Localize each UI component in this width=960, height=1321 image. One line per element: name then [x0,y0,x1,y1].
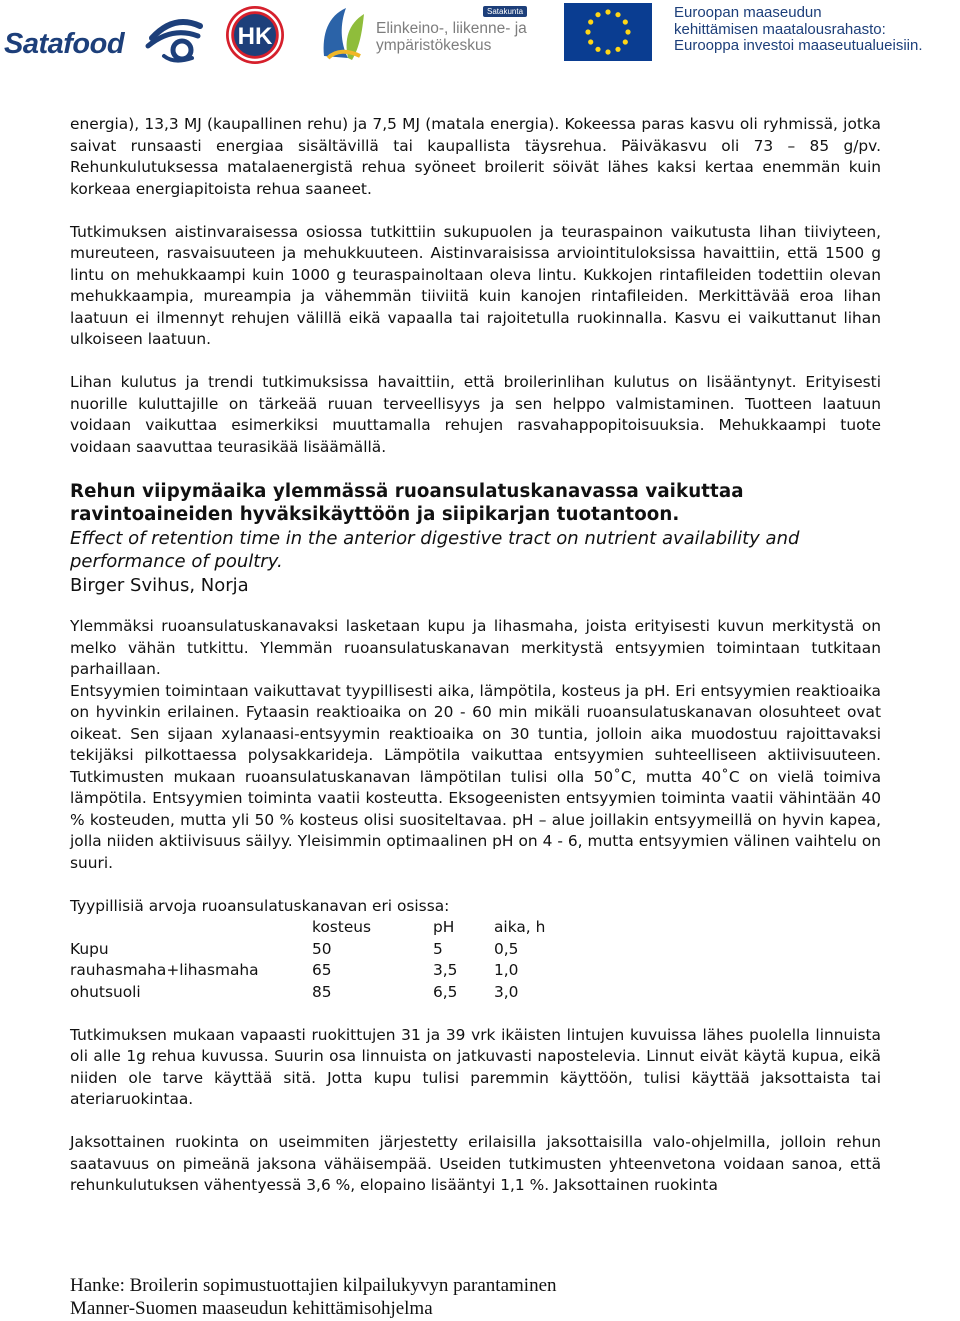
satafood-wordmark: Satafood [4,28,125,60]
satafood-bird-icon [144,12,204,64]
paragraph-intermittent-feeding: Jaksottainen ruokinta on useimmiten järjestetty erilaisilla jaksottaisilla valo-ohjelmilla, jolloin rehun saatavuus on pimeänä jaksona vähäisempää. Useiden tutkimusten yhteenvetona voidaan sanoa, että rehunkulutuksen vähentyessä 3,6 %, elopaino lisääntyi 1,1 %. Jaksottainen ruokinta [70,1133,881,1194]
eu-fund-line2: kehittämisen maatalousrahasto: [674,20,886,38]
document-body [70,114,881,1218]
table-cell: 3,0 [494,982,519,1001]
table-cell: 3,5 [433,961,458,979]
eu-flag-icon [564,3,652,61]
table-cell: 50 [312,939,332,958]
ely-name-line2: ympäristökeskus [376,37,492,54]
paragraph-consumption: Lihan kulutus ja trendi tutkimuksissa havaittiin, että broilerinlihan kulutus on lisääntynyt. Erityisesti nuorille kuluttajille on tärkeää ruuan terveellisyys ja sen helppo valmistaminen. Tuotteen laatuun voidaan vaikuttaa esimerkiksi muuttamalla rehujen rasvahappopitoisuuksia. Mehukkaampi tuote voidaan saavuttaa teurasikää lisäämällä. [70,373,881,456]
table-row [70,939,574,961]
table-cell: 6,5 [433,982,458,1001]
hk-logo [222,4,288,70]
eu-fund-line3: Eurooppa investoi maaseutualueisiin. [674,37,923,54]
table-cell: Kupu [70,939,109,958]
ely-name [376,20,541,54]
table-cell: 5 [433,939,443,958]
satafood-logo [4,8,214,66]
ely-region-tag: Satakunta [483,6,527,17]
eu-fund-text [674,5,960,55]
table-cell: 65 [312,961,332,979]
table-cell: ohutsuoli [70,982,141,1001]
paragraph-energy: energia), 13,3 MJ (kaupallinen rehu) ja 7,5 MJ (matala energia). Kokeessa paras kasvu oli ryhmissä, jotka saivat runsaasti energiaa sisältävillä tai kaupallista täysrehua. Päiväkasvu oli 73 – 85 g/pv. Rehunkulutuksessa matalaenergistä rehua syöneet broilerit söivät lähes kaksi kertaa enemmän kuin korkeaa energiapitoista rehua saaneet. [70,115,881,198]
table-header-cell: pH [433,918,455,936]
table-header-cell: kosteus [312,918,372,936]
footer-project-line: Hanke: Broilerin sopimustuottajien kilpailukyvyn parantaminen [70,1275,557,1296]
eu-flag-logo [564,3,652,65]
paragraph-enzymes: Entsyymien toimintaan vaikuttavat tyypillisesti aika, lämpötila, kosteus ja pH. Eri entsyymien reaktioaika on hyvinkin erilainen. Fytaasin reaktioaika on 20 - 60 min mikäli ruoansulatuskanavan olosuhteet ovat oikeat. Sen sijaan xylanaasi-entsyymin reaktioaika on 30 tuntia, jolloin aika muodostuu rajoittavaksi tekijäksi pilkottaessa polysakkarideja. Lämpötila vaikuttaa entsyymien suhteelliseen aktiivisuuteen. Tutkimusten mukaan ruoansulatuskanavan lämpötilan tulisi olla 50˚C, mutta 40˚C on vielä toimiva lämpötila. Entsyymien toiminta vaatii kosteutta. Eksogeenisten entsyymien toiminta vaatii vähintään 40 % kosteuden, mutta yli 50 % kosteus olisi suositeltavaa. pH – alue joillakin entsyymeillä on hyvin kapea, jolla niiden aktiivisuus säilyy. Yleisimmin optimaalinen pH on 4 - 6, mutta entsyymien välinen vaihtelu on suuri. [70,681,881,872]
page-footer [70,1274,557,1320]
ely-leaf-icon [318,4,370,62]
paragraph-sensory: Tutkimuksen aistinvaraisessa osiossa tutkittiin sukupuolen ja teuraspainon vaikutusta lihan tiiviyteen, mureuteen, rasvaisuuteen ja mehukkuuteen. Aistinvaraisissa arviointituloksissa havaittiin, että 1500 g lintu on mehukkaampi kuin 1000 g teuraspainoltaan oleva lintu. Kukkojen rintafileiden todettiin olevan mehukkaampia, mureampia ja vähemmän tiiviitä kuin kanojen rintafileiden. Merkittävää eroa lihan laatuun ei ilmennyt rehujen välillä eikä vapaalla tai rajoitetulla ruokinnalla. Kasvu ei vaikuttanut lihan ulkoiseen laatuun. [70,222,881,348]
paragraph-crop-usage: Tutkimuksen mukaan vapaasti ruokittujen 31 ja 39 vrk ikäisten lintujen kuvuissa lähes puolella linnuista oli alle 1g rehua kuvussa. Suurin osa linnuista on jatkuvasti napostelevia. Linnut eivät käytä kupua, eikä niiden ole tarve käyttää sitä. Jotta kupu tulisi paremmin käyttöön, tulisi käyttää jaksottaista tai ateriaruokintaa. [70,1025,881,1108]
table-header-cell [70,917,312,939]
article-title: Rehun viipymäaika ylemmässä ruoansulatuskanavassa vaikuttaa ravintoaineiden hyväksikäyttöön ja siipikarjan tuotantoon. [70,480,744,525]
hk-shield-icon [222,4,288,66]
paragraph-upper-tract: Ylemmäksi ruoansulatuskanavaksi lasketaan kupu ja lihasmaha, joista erityisesti kuvun merkitystä on melko vähän tutkittu. Ylemmän ruoansulatuskanavan merkitystä entsyymien toimintaan tutkitaan parhaillaan. [70,617,881,678]
table-row [70,960,574,982]
table-cell: rauhasmaha+lihasmaha [70,961,259,979]
hk-letters: HK [237,23,273,50]
ely-name-line1: Elinkeino-, liikenne- ja [376,20,527,37]
footer-programme-line: Manner-Suomen maaseudun kehittämisohjelma [70,1298,433,1319]
table-cell: 1,0 [494,961,519,979]
logo-header [0,0,960,70]
article-author: Birger Svihus, Norja [70,574,249,596]
table-cell: 85 [312,982,332,1001]
table-cell: 0,5 [494,939,519,958]
table-header-cell: aika, h [494,918,546,936]
table-header-row [70,917,574,939]
article-title-english: Effect of retention time in the anterior digestive tract on nutrient availability and performance of poultry. [70,527,800,572]
ely-centre-logo [318,4,538,64]
table-row [70,982,574,1004]
digestive-values-table [70,917,574,1003]
eu-fund-line1: Euroopan maaseudun [674,4,822,21]
table-caption: Tyypillisiä arvoja ruoansulatuskanavan eri osissa: [70,896,450,915]
